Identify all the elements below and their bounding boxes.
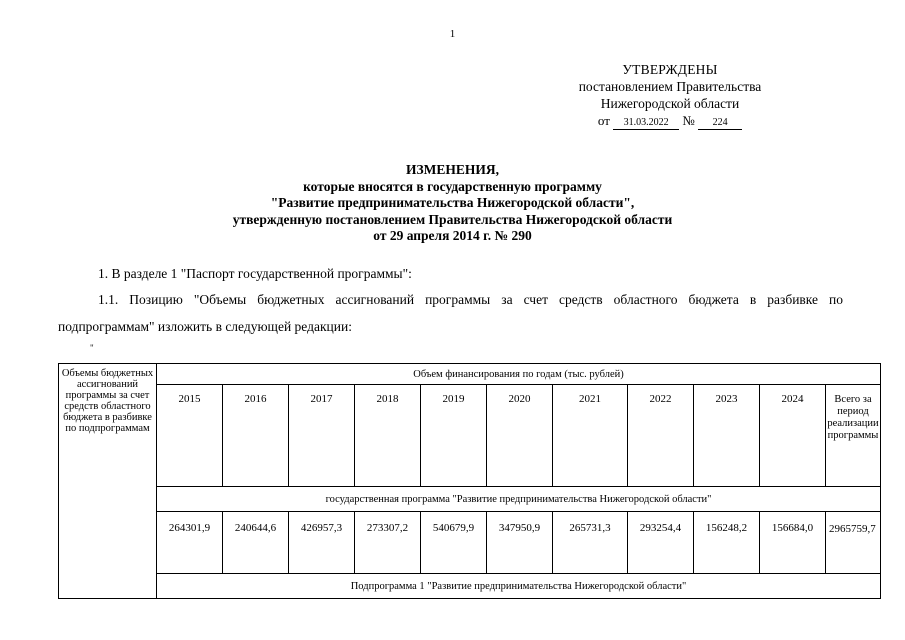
program-value-cell: 426957,3 <box>289 512 355 574</box>
opening-quote-mark: " <box>90 343 94 353</box>
number-label: № <box>682 113 695 128</box>
title-line-2: которые вносятся в государственную программу <box>303 178 602 194</box>
approved-date-line <box>560 112 780 130</box>
year-header: 2017 <box>289 385 355 487</box>
program-value-cell: 540679,9 <box>421 512 487 574</box>
title-line-3: "Развитие предпринимательства Нижегородской области", <box>270 195 635 210</box>
approval-stamp <box>560 61 780 130</box>
table-columns-header: Объем финансирования по годам (тыс. рублей) <box>157 364 881 385</box>
year-header: 2021 <box>553 385 628 487</box>
year-header: 2015 <box>157 385 223 487</box>
table-row-header: Объемы бюджетных ассигнований программы за счет средств областного бюджета в разбивке по подпрограммам <box>59 364 157 599</box>
page-number: 1 <box>449 28 456 40</box>
program-value-cell: 240644,6 <box>223 512 289 574</box>
program-row-label: государственная программа "Развитие предпринимательства Нижегородской области" <box>157 487 881 512</box>
paragraph-item-1-1-continued: подпрограммам" изложить в следующей редакции: <box>58 319 352 334</box>
year-header: 2022 <box>628 385 694 487</box>
program-value-cell: 156248,2 <box>694 512 760 574</box>
approved-heading: УТВЕРЖДЕНЫ <box>622 62 718 77</box>
from-label: от <box>597 113 610 128</box>
program-value-cell: 265731,3 <box>553 512 628 574</box>
program-value-cell: 347950,9 <box>487 512 553 574</box>
paragraph-item-1-1: 1.1. Позицию "Объемы бюджетных ассигнований программы за счет средств областного бюджета в разбивке по <box>98 292 843 307</box>
program-value-cell: 156684,0 <box>760 512 826 574</box>
year-header: 2018 <box>355 385 421 487</box>
paragraph-item-1: 1. В разделе 1 "Паспорт государственной программы": <box>98 266 412 281</box>
approved-line-1: постановлением Правительства <box>578 79 762 94</box>
program-value-cell: 293254,4 <box>628 512 694 574</box>
approved-line-2: Нижегородской области <box>600 96 740 111</box>
financing-table <box>58 363 881 599</box>
approved-number: 224 <box>698 117 742 130</box>
year-header: 2019 <box>421 385 487 487</box>
document-title <box>100 162 805 245</box>
title-line-5: от 29 апреля 2014 г. № 290 <box>373 228 532 243</box>
approved-date: 31.03.2022 <box>613 117 679 130</box>
program-total-cell: 2965759,7 <box>826 512 881 574</box>
year-header: 2023 <box>694 385 760 487</box>
year-header: 2016 <box>223 385 289 487</box>
program-value-cell: 273307,2 <box>355 512 421 574</box>
subprogram-row-label: Подпрограмма 1 "Развитие предпринимательства Нижегородской области" <box>157 574 881 599</box>
year-header: 2024 <box>760 385 826 487</box>
year-header: 2020 <box>487 385 553 487</box>
total-period-header: Всего за период реализации программы <box>826 385 881 487</box>
program-value-cell: 264301,9 <box>157 512 223 574</box>
title-line-4: утвержденную постановлением Правительства Нижегородской области <box>232 211 673 227</box>
title-line-1: ИЗМЕНЕНИЯ, <box>405 162 499 177</box>
